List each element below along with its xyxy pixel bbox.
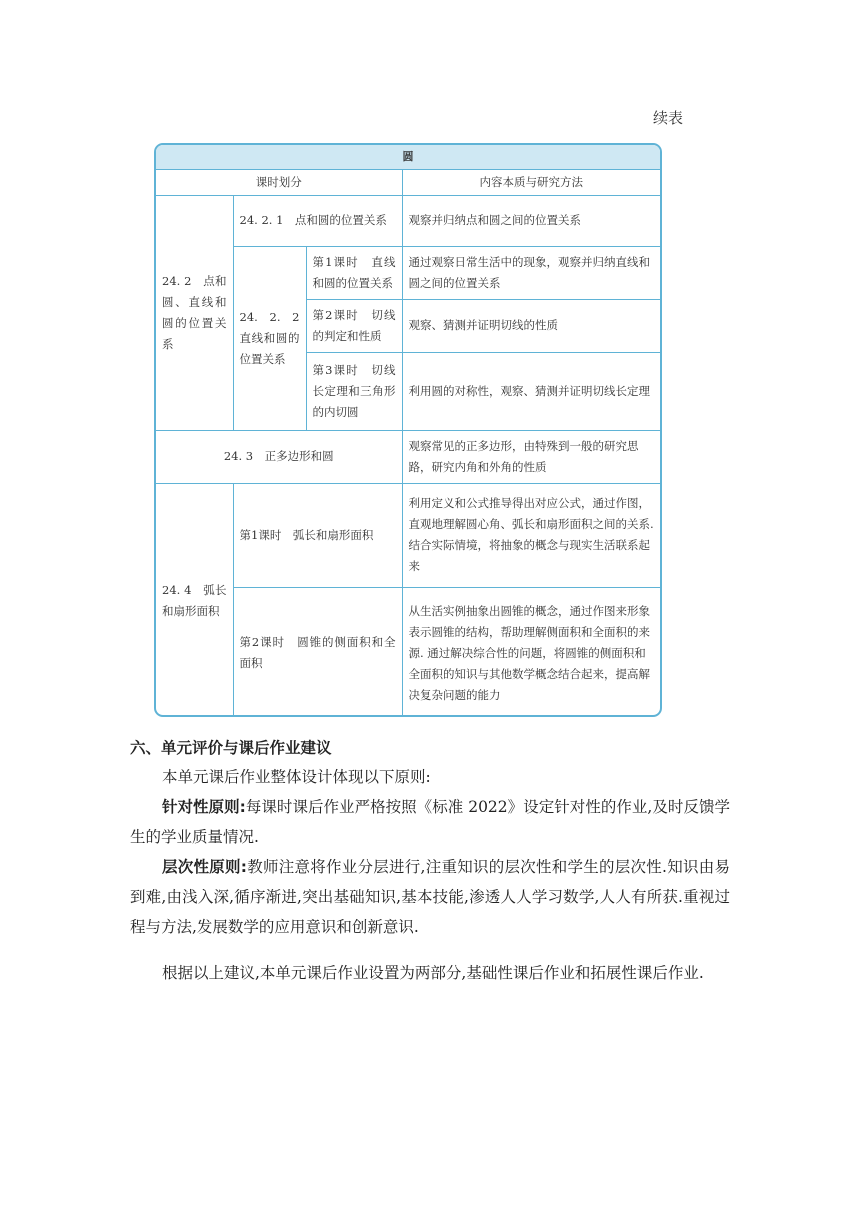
content-243: 观察常见的正多边形，由特殊到一般的研究思路，研究内角和外角的性质 — [402, 430, 660, 483]
continued-label: 续表 — [653, 109, 684, 127]
section-heading: 六、单元评价与课后作业建议 — [130, 739, 332, 757]
lesson-2422-3: 第3课时 切线长定理和三角形的内切圆 — [306, 352, 402, 430]
lesson-244-1: 第1课时 弧长和扇形面积 — [233, 483, 402, 587]
lesson-2422-1: 第1课时 直线和圆的位置关系 — [306, 246, 402, 299]
lesson-table — [154, 143, 662, 717]
lesson-2422-2: 第2课时 切线的判定和性质 — [306, 299, 402, 352]
principle-targeted-body: 每课时课后作业严格按照《标准 2022》设定针对性的作业,及时反馈学生的学业质量情况. — [130, 798, 730, 846]
header-division: 课时划分 — [156, 169, 402, 195]
content-2422-1: 通过观察日常生活中的现象，观察并归纳直线和圆之间的位置关系 — [402, 246, 660, 299]
content-2422-2: 观察、猜测并证明切线的性质 — [402, 299, 660, 352]
lesson-244-2: 第2课时 圆锥的侧面积和全面积 — [233, 587, 402, 717]
lesson-2421: 24. 2. 1 点和圆的位置关系 — [233, 195, 402, 246]
section-242-label: 24. 2 点和圆、直线和圆的位置关系 — [156, 195, 233, 430]
header-content: 内容本质与研究方法 — [402, 169, 660, 195]
table-title: 圆 — [156, 145, 660, 169]
principle-layered — [130, 852, 730, 942]
principle-targeted — [130, 792, 730, 852]
principle-layered-body: 教师注意将作业分层进行,注重知识的层次性和学生的层次性.知识由易到难,由浅入深,循序渐进,突出基础知识,基本技能,渗透人人学习数学,人人有所获.重视过程与方法,发展数学的应用意识和创新意识. — [130, 858, 731, 936]
principle-targeted-lead: 针对性原则: — [162, 798, 246, 816]
section-244-label: 24. 4 弧长和扇形面积 — [156, 483, 233, 717]
subsection-2422-label: 24. 2. 2 直线和圆的位置关系 — [233, 246, 306, 430]
content-244-1: 利用定义和公式推导得出对应公式，通过作图，直观地理解圆心角、弧长和扇形面积之间的关系. 结合实际情境，将抽象的概念与现实生活联系起来 — [402, 483, 660, 587]
conclusion-paragraph: 根据以上建议,本单元课后作业设置为两部分,基础性课后作业和拓展性课后作业. — [162, 964, 704, 982]
intro-paragraph: 本单元课后作业整体设计体现以下原则: — [162, 768, 431, 786]
content-2421: 观察并归纳点和圆之间的位置关系 — [402, 195, 660, 246]
section-243-label: 24. 3 正多边形和圆 — [156, 430, 402, 483]
principle-layered-lead: 层次性原则: — [162, 858, 247, 876]
lesson-grid — [156, 145, 660, 717]
content-2422-3: 利用圆的对称性，观察、猜测并证明切线长定理 — [402, 352, 660, 430]
content-244-2: 从生活实例抽象出圆锥的概念，通过作图来形象表示圆锥的结构，帮助理解侧面积和全面积的来源. 通过解决综合性的问题，将圆锥的侧面积和全面积的知识与其他数学概念结合起来，提高解决复杂问题的能力 — [402, 587, 660, 717]
